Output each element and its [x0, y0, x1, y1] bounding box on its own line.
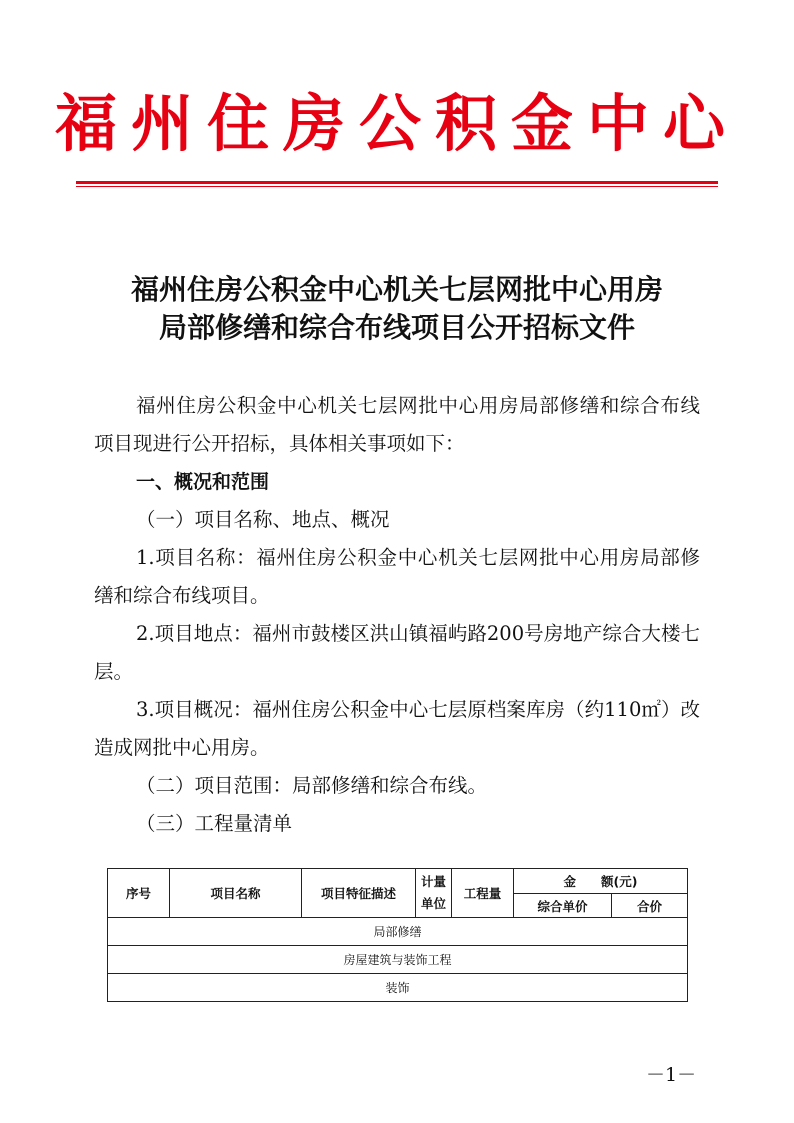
header-quantity: 工程量 [452, 869, 514, 918]
org-masthead: 福州住房公积金中心 [54, 87, 739, 160]
header-amount: 金 额(元) [514, 869, 688, 894]
header-unit: 计量单位 [416, 869, 452, 918]
page-number: －1－ [646, 1064, 697, 1086]
header-total: 合价 [612, 894, 688, 918]
section-heading-1: 一、概况和范围 [136, 471, 270, 493]
masthead-rule-thin [76, 186, 718, 187]
subsection-heading-3: （三）工程量清单 [136, 812, 293, 835]
header-item-name: 项目名称 [170, 869, 302, 918]
item-project-overview: 3.项目概况：福州住房公积金中心七层原档案库房（约110㎡）改造成网批中心用房。 [94, 698, 700, 759]
subsection-scope: （二）项目范围：局部修缮和综合布线。 [136, 774, 488, 797]
header-unit-price: 综合单价 [514, 894, 612, 918]
table-row: 房屋建筑与装饰工程 [108, 946, 688, 974]
intro-paragraph: 福州住房公积金中心机关七层网批中心用房局部修缮和综合布线项目现进行公开招标，具体相关事项如下： [94, 394, 700, 455]
title-line-2: 局部修缮和综合布线项目公开招标文件 [158, 311, 635, 344]
item-project-location: 2.项目地点：福州市鼓楼区洪山镇福屿路200号房地产综合大楼七层。 [94, 622, 700, 683]
item-project-name: 1.项目名称：福州住房公积金中心机关七层网批中心用房局部修缮和综合布线项目。 [94, 546, 700, 607]
header-seq: 序号 [108, 869, 170, 918]
table-row: 局部修缮 [108, 918, 688, 946]
table-row: 装饰 [108, 974, 688, 1002]
document-title [60, 271, 734, 347]
header-feature: 项目特征描述 [302, 869, 416, 918]
subsection-heading-1: （一）项目名称、地点、概况 [136, 508, 390, 531]
document-body [94, 387, 700, 843]
title-line-1: 福州住房公积金中心机关七层网批中心用房 [130, 273, 663, 306]
masthead-rule-thick [76, 181, 718, 184]
quantity-table [107, 868, 688, 1002]
